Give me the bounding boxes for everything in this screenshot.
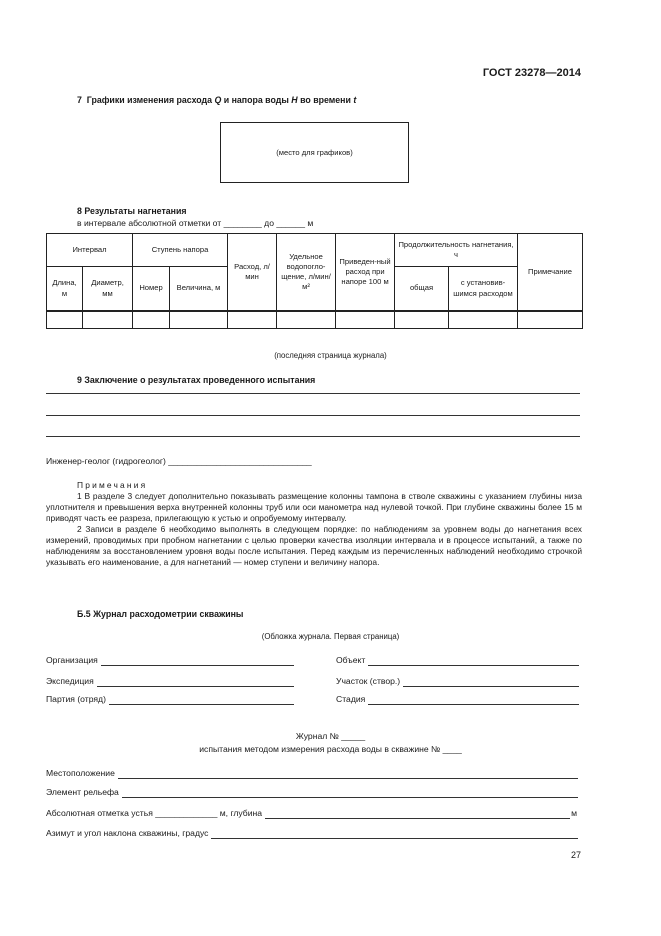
field-object[interactable]: Объект [336, 655, 579, 666]
conclusion-line-2 [46, 415, 580, 416]
col-note: Примечание [518, 234, 583, 312]
conclusion-line-3 [46, 436, 580, 437]
col-value: Величина, м [170, 267, 228, 312]
graph-placeholder-text: (место для графиков) [276, 147, 353, 157]
col-diameter: Диаметр, мм [83, 267, 133, 312]
col-reduced: Приведен-ный расход при напоре 100 м [336, 234, 395, 312]
injection-results-table [46, 233, 583, 329]
col-total: общая [395, 267, 449, 312]
field-party[interactable]: Партия (отряд) [46, 694, 294, 705]
col-length: Длина, м [47, 267, 83, 312]
conclusion-line-1 [46, 393, 580, 394]
notes-heading: Примечания [77, 480, 148, 490]
section-9-title: 9 Заключение о результатах проведенного испытания [77, 375, 316, 385]
b5-title: Б.5 Журнал расходометрии скважины [77, 609, 244, 619]
field-organization[interactable]: Организация [46, 655, 294, 666]
field-site[interactable]: Участок (створ.) [336, 676, 579, 687]
journal-number: Журнал № _____ [295, 731, 366, 741]
graph-placeholder-box [220, 122, 409, 183]
page-number: 27 [570, 850, 581, 860]
field-relief[interactable]: Элемент рельефа [46, 787, 578, 798]
section-8-title: 8 Результаты нагнетания [77, 206, 187, 216]
standard-number: ГОСТ 23278—2014 [482, 67, 581, 79]
field-azimuth[interactable]: Азимут и угол наклона скважины, градус [46, 828, 578, 839]
col-specific: Удельное водопогло-щение, л/мин/м² [277, 234, 336, 312]
section-8-interval: в интервале абсолютной отметки от ________ до ______ м [77, 218, 314, 228]
field-location[interactable]: Местоположение [46, 768, 578, 779]
note-1: 1 В разделе 3 следует дополнительно показывать размещение колонны тампона в стволе скважины с указанием глубины низа уплотнителя и превышения верха внутренней колонны труб или оси манометра над нулевой точкой. При глубине скважины более 15 м приводят часть ее разреза, прилегающую к устью и опробуемому интервалу. [46, 491, 582, 523]
section-7-title: 7 Графики изменения расхода Q и напора воды H во времени t [77, 95, 357, 105]
col-number: Номер [133, 267, 170, 312]
b5-cover-caption: (Обложка журнала. Первая страница) [261, 632, 400, 641]
col-stage: Ступень напора [133, 234, 228, 267]
field-abs-mark-depth[interactable]: Абсолютная отметка устья _____________ м, глубина м [46, 808, 577, 818]
field-stage[interactable]: Стадия [336, 694, 579, 705]
last-page-caption: (последняя страница журнала) [274, 351, 387, 360]
note-2: 2 Записи в разделе 6 необходимо выполнять в следующем порядке: по наблюдениям за уровнем воды до нагнетания всех измерений, проводимых при пробном нагнетании с целью проверки качества изоляции интервала и в процессе испытаний, а также по наблюдениям за восстановлением уровня воды после испытания. Перед каждым из перечисленных наблюдений необходимо строчкой указывать его наименование, а для нагнетаний — номер ступени и величину напора. [46, 523, 582, 567]
table-row [47, 311, 583, 329]
notes-block [46, 491, 582, 567]
col-steady: с установив-шимся расходом [449, 267, 518, 312]
col-duration: Продолжительность нагнетания, ч [395, 234, 518, 267]
journal-subtitle: испытания методом измерения расхода воды в скважине № ____ [199, 744, 462, 754]
engineer-signature: Инженер-геолог (гидрогеолог) ______________________________ [46, 456, 312, 466]
field-expedition[interactable]: Экспедиция [46, 676, 294, 687]
col-interval: Интервал [47, 234, 133, 267]
col-flow: Расход, л/мин [228, 234, 277, 312]
